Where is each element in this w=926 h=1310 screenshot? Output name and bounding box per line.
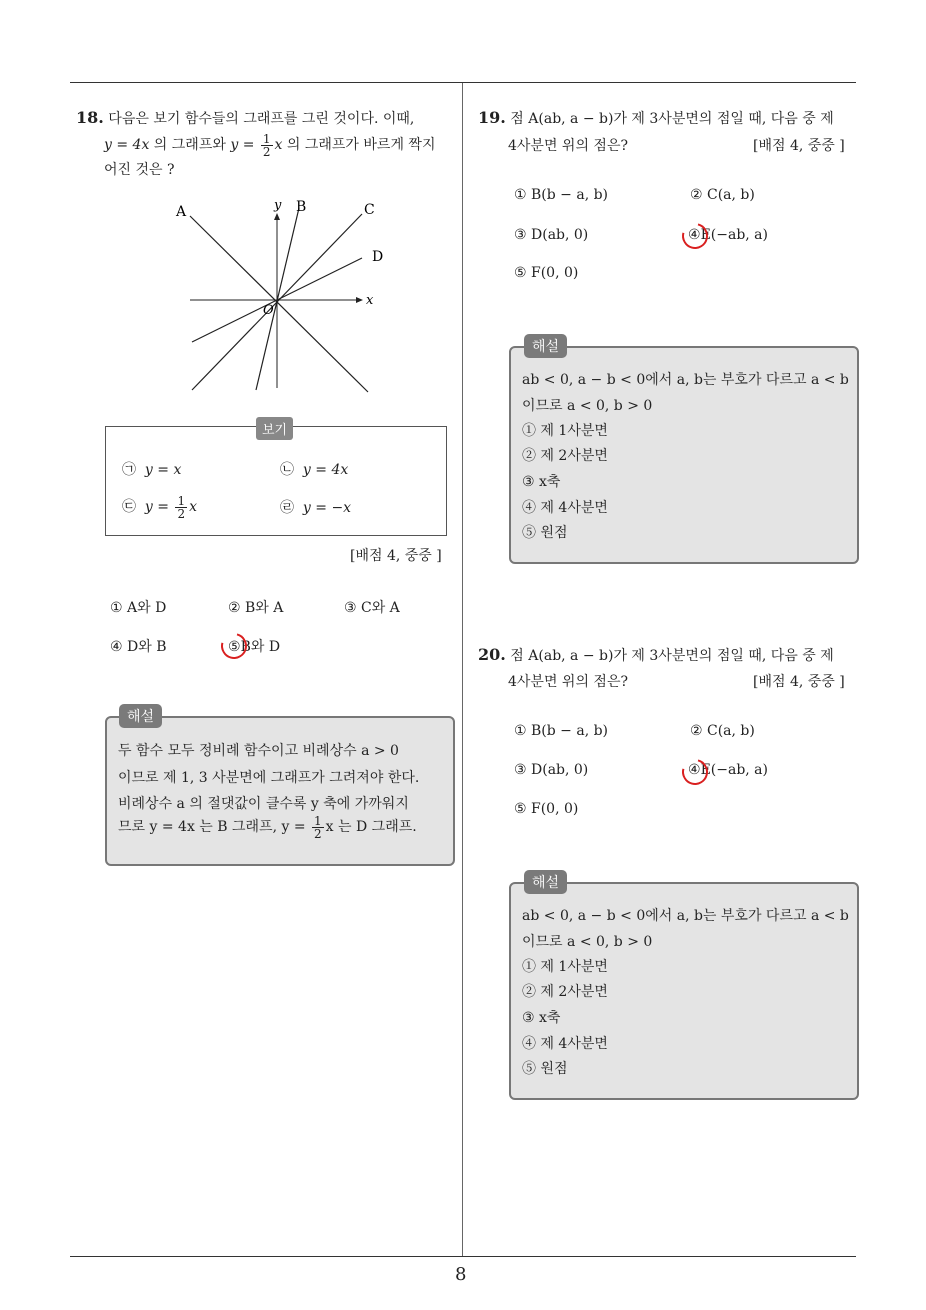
solution-line: 비례상수 a 의 절댓값이 클수록 y 축에 가까워지 <box>118 796 409 812</box>
solution-line: 이므로 제 1, 3 사분면에 그래프가 그려져야 한다. <box>118 770 420 786</box>
bogi-item: ㉠ y = x <box>122 462 182 478</box>
choice-4-mark: ④ <box>688 762 701 778</box>
line-A <box>190 216 368 392</box>
question-text: 4사분면 위의 점은? <box>508 138 628 154</box>
choice-4-text: E(−ab, a) <box>700 762 768 778</box>
solution-tag: 해설 <box>119 704 162 728</box>
math-expr: x <box>274 137 283 153</box>
label-origin: O <box>263 303 274 318</box>
label-y: y <box>274 198 282 213</box>
question-text: 다음은 보기 함수들의 그래프를 그린 것이다. 이때, <box>108 111 415 127</box>
bottom-rule <box>70 1256 856 1257</box>
score: [배점 4, 중중 ] <box>753 138 845 154</box>
solution-line: ⑤ 원점 <box>522 1061 568 1077</box>
function-graph <box>170 196 390 394</box>
solution-line: ① 제 1사분면 <box>522 959 608 975</box>
solution-line: ① 제 1사분면 <box>522 423 608 439</box>
question-number: 18. <box>76 108 104 127</box>
solution-line: ab < 0, a − b < 0에서 a, b는 부호가 다르고 a < b <box>522 372 849 388</box>
choice-2[interactable]: ② C(a, b) <box>690 187 755 203</box>
solution-line: 므로 y = 4x 는 B 그래프, y = $\frac{1}{2}$ x 는 D 그래프. <box>118 813 417 841</box>
solution-line: ⑤ 원점 <box>522 525 568 541</box>
choice-3[interactable]: ③ C와 A <box>344 600 400 616</box>
solution-line: ② 제 2사분면 <box>522 448 608 464</box>
choice-5[interactable]: ⑤ F(0, 0) <box>514 265 579 281</box>
choice-3[interactable]: ③ D(ab, 0) <box>514 227 589 243</box>
column-divider <box>462 83 463 1256</box>
solution-line: ④ 제 4사분면 <box>522 1036 608 1052</box>
solution-line: ③ x축 <box>522 1010 561 1026</box>
fraction: $\frac{1}{2}$ <box>314 813 322 841</box>
label-D: D <box>372 249 384 265</box>
question-number: 19. <box>478 108 506 127</box>
choice-5-mark: ⑤ <box>228 639 241 655</box>
answer-mark-circle <box>677 754 713 790</box>
answer-mark-circle <box>677 218 713 254</box>
solution-line: ④ 제 4사분면 <box>522 500 608 516</box>
solution-line: 이므로 a < 0, b > 0 <box>522 934 653 950</box>
solution-box <box>105 716 455 866</box>
question-text: 4사분면 위의 점은? <box>508 674 628 690</box>
solution-line: ② 제 2사분면 <box>522 984 608 1000</box>
fraction: $\frac{1}{2}$ <box>262 131 271 159</box>
bogi-item: ㉢ y = $\frac{1}{2}$ x <box>122 493 197 521</box>
math-expr: y = 4x <box>104 137 150 153</box>
label-B: B <box>296 199 307 215</box>
bogi-tag: 보기 <box>256 417 293 440</box>
question-text: 점 A(ab, a − b)가 제 3사분면의 점일 때, 다음 중 제 <box>510 648 834 664</box>
solution-tag: 해설 <box>524 870 567 894</box>
solution-line: ③ x축 <box>522 474 561 490</box>
question-text: 어진 것은 ? <box>104 162 175 178</box>
label-C: C <box>364 202 375 218</box>
question-number: 20. <box>478 645 506 664</box>
fraction: $\frac{1}{2}$ <box>177 493 186 521</box>
choice-4-text: E(−ab, a) <box>700 227 768 243</box>
choice-5[interactable]: ⑤ F(0, 0) <box>514 801 579 817</box>
solution-tag: 해설 <box>524 334 567 358</box>
solution-line: ab < 0, a − b < 0에서 a, b는 부호가 다르고 a < b <box>522 908 849 924</box>
question-text: 점 A(ab, a − b)가 제 3사분면의 점일 때, 다음 중 제 <box>510 111 834 127</box>
label-A: A <box>176 204 187 220</box>
choice-1[interactable]: ① B(b − a, b) <box>514 723 609 739</box>
label-x: x <box>366 293 374 308</box>
score: [배점 4, 중중 ] <box>753 674 845 690</box>
solution-line: 두 함수 모두 정비례 함수이고 비례상수 a > 0 <box>118 743 399 759</box>
math-expr: y = <box>230 137 259 153</box>
choice-2[interactable]: ② C(a, b) <box>690 723 755 739</box>
choice-2[interactable]: ② B와 A <box>228 600 284 616</box>
solution-line: 이므로 a < 0, b > 0 <box>522 398 653 414</box>
question-text: 의 그래프와 <box>149 137 231 153</box>
choice-5-text: B와 D <box>240 639 281 655</box>
top-rule <box>70 82 856 83</box>
bogi-item: ㉡ y = 4x <box>280 462 349 478</box>
score: [배점 4, 중중 ] <box>350 548 442 564</box>
question-text: 의 그래프가 바르게 짝지 <box>282 137 436 153</box>
choice-3[interactable]: ③ D(ab, 0) <box>514 762 589 778</box>
choice-4-mark: ④ <box>688 227 701 243</box>
choice-1[interactable]: ① B(b − a, b) <box>514 187 609 203</box>
page-number: 8 <box>455 1264 467 1285</box>
choice-1[interactable]: ① A와 D <box>110 600 167 616</box>
choice-4[interactable]: ④ D와 B <box>110 639 167 655</box>
bogi-item: ㉣ y = −x <box>280 500 352 516</box>
answer-mark-circle <box>216 628 252 664</box>
